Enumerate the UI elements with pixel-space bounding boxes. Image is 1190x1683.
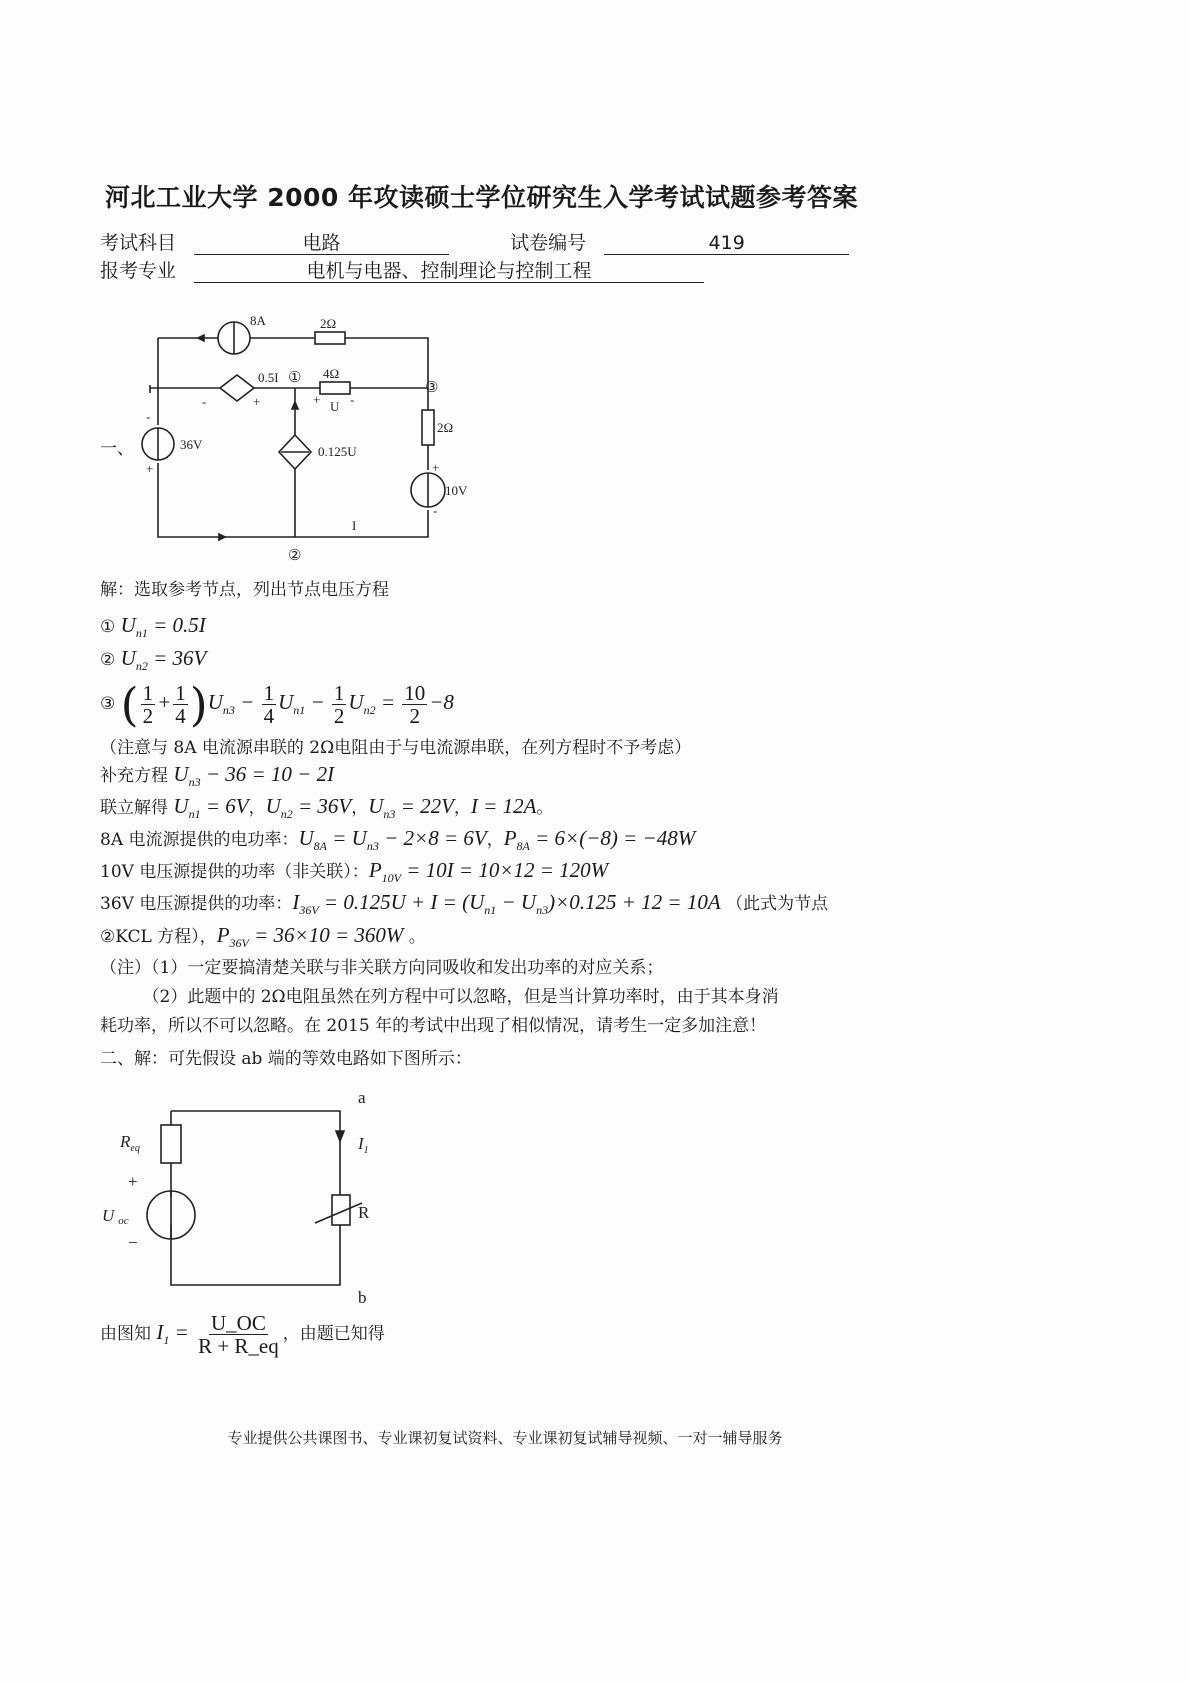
v36-plus: + [146, 461, 154, 476]
math-span: − [305, 690, 330, 714]
fraction [262, 682, 277, 727]
subscript: n2 [363, 703, 376, 718]
dependent-voltage-source-icon [220, 375, 254, 401]
text-span: ， [248, 798, 266, 818]
math-span: = 6×(−8) = −48W [529, 826, 696, 850]
voltage-source-36v-icon [142, 428, 174, 460]
subject-value: 电路 [194, 232, 449, 255]
text-line [100, 858, 608, 890]
code-label: 试卷编号 [510, 232, 587, 254]
numerator: 1 [333, 681, 345, 705]
text-span: （2）此题中的 2Ω电阻虽然在列方程中可以忽略，但是当计算功率时，由于其本身消 [100, 987, 779, 1007]
math-subscript [299, 890, 319, 918]
subscript: 8A [313, 839, 328, 854]
math-span: = 36V [292, 794, 352, 818]
text-span: ， [486, 830, 504, 850]
terminal-b: b [358, 1288, 367, 1307]
math-subscript [363, 690, 376, 718]
math-subscript [381, 858, 401, 886]
label-uoc: Uoc [102, 1206, 129, 1227]
resistor-icon [315, 332, 345, 344]
page-title: 河北工业大学 2000 年攻读硕士学位研究生入学考试试题参考答案 [105, 183, 858, 212]
math-span: = 36×10 = 360W [248, 923, 404, 947]
subscript: n3 [188, 775, 201, 790]
subject-label: 考试科目 [100, 232, 177, 254]
subscript: n1 [484, 903, 497, 918]
fraction [402, 682, 427, 727]
math-span: P [503, 826, 517, 850]
denominator: 4 [263, 704, 275, 728]
label-i: I [352, 518, 357, 533]
math-span: = 6V [200, 794, 249, 818]
math-subscript [188, 794, 201, 822]
label-ccvs: 0.5I [258, 370, 279, 385]
math-subscript [135, 613, 148, 641]
text-span: ，由题已知得 [282, 1324, 385, 1344]
text-span: 10V 电压源提供的功率（非关联）： [100, 862, 369, 882]
parenthesis: ) [189, 677, 208, 732]
subscript: n1 [293, 703, 306, 718]
voltage-source-uoc-icon [147, 1191, 195, 1239]
question-1-marker: 一、 [100, 439, 134, 459]
voltage-source-10v-icon [411, 473, 445, 507]
label-10v: 10V [445, 483, 468, 498]
math-subscript [188, 762, 201, 790]
text-line [100, 646, 206, 678]
math-span: = 36V [147, 646, 207, 670]
v36-minus: - [146, 409, 151, 424]
math-span: U [348, 690, 364, 714]
fraction [141, 682, 156, 727]
text-span: （注意与 8A 电流源串联的 2Ω电阻由于与电流源串联，在列方程时不予考虑） [100, 738, 692, 758]
arrow-icon [219, 534, 225, 540]
label-req: $R_{eq}$ [120, 1132, 140, 1154]
text-span: 补充方程 [100, 766, 174, 786]
node-3: ③ [425, 380, 439, 396]
text-line [100, 677, 454, 732]
circuit-wires [171, 1111, 340, 1285]
math-span: − 2×8 = 6V [378, 826, 487, 850]
math-span: = 0.125U + I = (U [318, 890, 485, 914]
code-value: 419 [604, 232, 849, 255]
numerator: 1 [175, 681, 186, 705]
math-span: = 0.5I [147, 613, 206, 637]
text-span: 解：选取参考节点，列出节点电压方程 [100, 580, 389, 600]
text-span: ， [453, 798, 471, 818]
current-arrow-icon [336, 1131, 344, 1141]
math-span: U [207, 690, 223, 714]
text-line [100, 985, 779, 1009]
math-span: U [298, 826, 314, 850]
subscript: 8A [516, 839, 530, 854]
text-span: （此式为节点 [720, 894, 829, 914]
math-span: P [368, 858, 382, 882]
terminal-a: a [358, 1088, 366, 1107]
text-span: 8A 电流源提供的电功率： [100, 830, 299, 850]
text-span: ① [100, 617, 121, 637]
resistor-icon [422, 410, 434, 445]
subscript: n3 [366, 839, 379, 854]
footer-ad: 专业提供公共课图书、专业课初复试资料、专业课初复试辅导视频、一对一辅导服务 [227, 1429, 783, 1447]
math-span: U [173, 762, 189, 786]
arrow-icon [198, 335, 204, 341]
math-span: U [120, 613, 136, 637]
resistor-icon [320, 382, 350, 394]
math-subscript [135, 646, 148, 674]
math-span: = 22V [395, 794, 454, 818]
denominator: 2 [142, 704, 154, 728]
numerator: 1 [142, 681, 154, 705]
math-subscript [484, 890, 497, 918]
math-span: = [375, 690, 401, 714]
text-line [100, 956, 663, 980]
node-2: ② [288, 548, 302, 564]
subscript: n2 [135, 659, 148, 674]
text-span: （注）（1）一定要搞清楚关联与非关联方向同吸收和发出功率的对应关系； [100, 958, 664, 978]
subscript: n2 [280, 807, 293, 822]
label-8a: 8A [250, 313, 266, 328]
math-span: I [292, 890, 300, 914]
denominator: 2 [409, 704, 421, 728]
math-subscript [383, 794, 396, 822]
text-line [100, 826, 695, 858]
text-line [100, 736, 691, 760]
arrow-icon [292, 402, 298, 409]
text-span: 。 [403, 927, 426, 947]
math-subscript [222, 690, 235, 718]
text-line [100, 613, 206, 645]
label-u: U [330, 399, 340, 414]
major-row [100, 256, 704, 283]
u-minus: - [350, 392, 355, 407]
text-line [100, 1014, 766, 1038]
denominator: 2 [333, 704, 345, 728]
text-line [100, 923, 426, 955]
circuit-diagram-1 [140, 305, 470, 575]
uoc-minus: − [128, 1233, 138, 1252]
math-span: −8 [429, 690, 454, 714]
numerator: U_OC [211, 1311, 266, 1335]
subscript: n3 [536, 903, 549, 918]
node-1: ① [288, 370, 302, 386]
math-span: − 36 = 10 − 2I [200, 762, 335, 786]
denominator: R + R_eq [198, 1334, 279, 1358]
dependent-current-source-icon [279, 435, 311, 469]
text-line [100, 890, 828, 922]
subject-row [100, 228, 849, 255]
subscript: 36V [299, 903, 319, 918]
text-span: ③ [100, 694, 121, 714]
text-span: ②KCL 方程）， [100, 927, 217, 947]
math-subscript [313, 826, 328, 854]
label-r: R [358, 1203, 370, 1222]
subscript: n1 [135, 626, 148, 641]
math-subscript [229, 923, 249, 951]
math-span: P [216, 923, 230, 947]
major-label: 报考专业 [100, 260, 177, 282]
math-subscript [280, 794, 293, 822]
text-span: 耗功率，所以不可以忽略。在 2015 年的考试中出现了相似情况，请考生一定多加注意！ [100, 1016, 767, 1036]
uoc-plus: + [128, 1172, 138, 1191]
variable-arrow-icon [315, 1203, 362, 1223]
fraction [173, 682, 188, 727]
ccvs-minus: - [202, 394, 207, 409]
math-span: U [265, 794, 281, 818]
math-subscript [516, 826, 530, 854]
math-span: I [156, 1320, 164, 1344]
text-span: ， [351, 798, 369, 818]
subscript: n3 [383, 807, 396, 822]
text-line [100, 762, 334, 794]
subscript: n3 [222, 703, 235, 718]
label-i1: $I_1$ [358, 1134, 369, 1156]
text-line [100, 578, 389, 602]
label-vccs: 0.125U [318, 444, 357, 459]
fraction [196, 1312, 281, 1357]
numerator: 1 [263, 681, 275, 705]
math-span: U [278, 690, 294, 714]
math-span: U [368, 794, 384, 818]
resistor-req-icon [161, 1125, 181, 1163]
math-span: = U [327, 826, 367, 850]
text-span: 36V 电压源提供的功率： [100, 894, 293, 914]
label-2ohm-top: 2Ω [320, 316, 337, 331]
math-subscript [536, 890, 549, 918]
math-span: = [169, 1320, 195, 1344]
label-2ohm-right: 2Ω [437, 420, 454, 435]
math-span: )×0.125 + 12 = 10A [548, 890, 721, 914]
text-line [100, 794, 553, 826]
v10-plus: + [432, 460, 440, 475]
label-36v: 36V [180, 437, 203, 452]
denominator: 4 [175, 704, 186, 728]
text-span: 联立解得 [100, 798, 174, 818]
fraction [332, 682, 347, 727]
subscript: 36V [229, 936, 249, 951]
subscript: n1 [188, 807, 201, 822]
label-4ohm: 4Ω [323, 366, 340, 381]
text-line [100, 1047, 472, 1071]
text-line [100, 1312, 385, 1357]
math-subscript [366, 826, 379, 854]
v10-minus: - [433, 503, 438, 518]
math-subscript [293, 690, 306, 718]
subscript: 1 [163, 1333, 170, 1348]
math-span: I = 12A [470, 794, 537, 818]
math-span: = 10I = 10×12 = 120W [400, 858, 609, 882]
text-span: ② [100, 650, 121, 670]
subscript: 10V [381, 871, 401, 886]
math-span: U [120, 646, 136, 670]
numerator: 10 [404, 681, 426, 705]
math-span: − [234, 690, 260, 714]
parenthesis: ( [120, 677, 139, 732]
u-plus: + [313, 392, 321, 407]
circuit-diagram-2 [100, 1085, 380, 1315]
math-span: U [173, 794, 189, 818]
text-span: 二、解：可先假设 ab 端的等效电路如下图所示： [100, 1049, 472, 1069]
text-span: 。 [536, 798, 554, 818]
math-span: − U [496, 890, 537, 914]
major-value: 电机与电器、控制理论与控制工程 [194, 260, 704, 283]
text-span: 由图知 [100, 1324, 157, 1344]
ccvs-plus: + [253, 394, 261, 409]
current-source-8a-icon [218, 322, 250, 354]
math-span: + [157, 690, 172, 714]
